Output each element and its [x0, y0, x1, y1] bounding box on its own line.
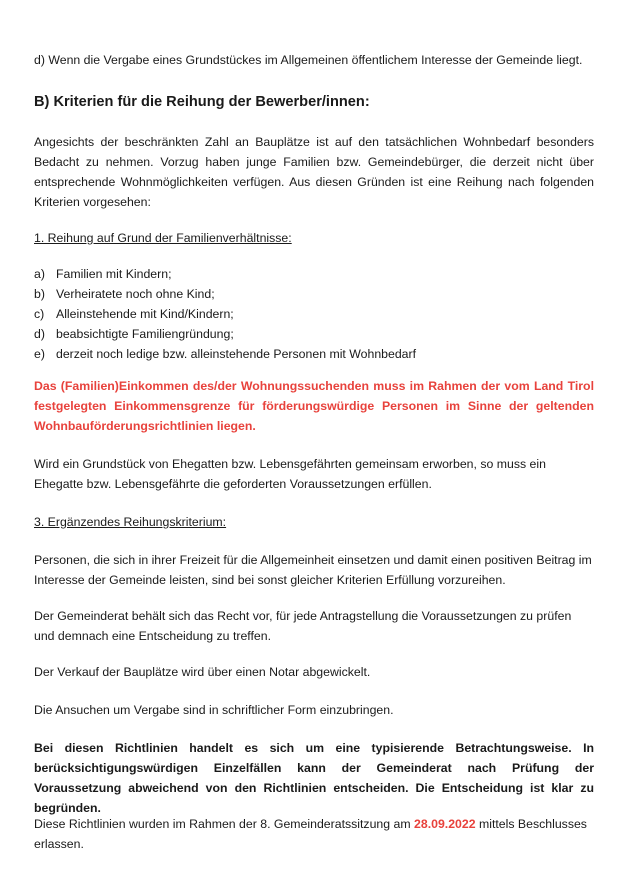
closing-text-after: mittels Beschlusses erlassen. — [34, 817, 587, 851]
meeting-date: 28.09.2022 — [414, 817, 476, 831]
list-marker: d) — [34, 327, 45, 341]
list-item — [34, 324, 594, 344]
written-form-note: Die Ansuchen um Vergabe sind in schriftlicher Form einzubringen. — [34, 703, 394, 717]
list-marker: b) — [34, 287, 45, 301]
spouse-note: Wird ein Grundstück von Ehegatten bzw. Lebensgefährten gemeinsam erworben, so muss ein Ehegatte bzw. Lebensgefährte die geforderten Voraussetzungen erfüllen. — [34, 457, 546, 491]
discretion-note: Bei diesen Richtlinien handelt es sich um eine typisierende Betrachtungsweise. In berücksichtigungswürdigen Einzelfällen kann der Gemeinderat nach Prüfung der Voraussetzung abweichend von den Richtlinien entscheiden. Die Entscheidung ist klar zu begründen. — [34, 741, 594, 815]
list-item-text: Familien mit Kindern; — [56, 267, 172, 281]
list-item — [34, 264, 594, 284]
list-item-text: beabsichtigte Familiengründung; — [56, 327, 234, 341]
closing-text-before: Diese Richtlinien wurden im Rahmen der 8. Gemeinderatssitzung am — [34, 817, 415, 831]
list-item — [34, 344, 594, 364]
income-requirement-note: Das (Familien)Einkommen des/der Wohnungssuchenden muss im Rahmen der vom Land Tirol festgelegten Einkommensgrenze für förderungswürdige Personen im Sinne der geltenden Wohnbauförderungsrichtlinien liegen. — [34, 379, 594, 433]
list-item — [34, 284, 594, 304]
item-d: d) Wenn die Vergabe eines Grundstückes im Allgemeinen öffentlichem Interesse der Gemeinde liegt. — [34, 53, 583, 67]
section-heading-b: B) Kriterien für die Reihung der Bewerber/innen: — [34, 94, 370, 110]
list-marker: e) — [34, 347, 45, 361]
list-item-text: derzeit noch ledige bzw. alleinstehende Personen mit Wohnbedarf — [56, 347, 417, 361]
intro-paragraph: Angesichts der beschränkten Zahl an Bauplätze ist auf den tatsächlichen Wohnbedarf besonders Bedacht zu nehmen. Vorzug haben junge Familien bzw. Gemeindebürger, die derzeit nicht über entsprechende Wohnmöglichkeiten verfügen. Aus diesen Gründen ist eine Reihung nach folgenden Kriterien vorgesehen: — [34, 135, 594, 209]
list-item-text: Alleinstehende mit Kind/Kindern; — [56, 307, 234, 321]
family-criteria-list — [34, 264, 594, 364]
list-marker: c) — [34, 307, 45, 321]
list-item — [34, 304, 594, 324]
section-1-title: 1. Reihung auf Grund der Familienverhältnisse: — [34, 231, 292, 245]
section-3-text: Personen, die sich in ihrer Freizeit für die Allgemeinheit einsetzen und damit einen positiven Beitrag im Interesse der Gemeinde leisten, sind bei sonst gleicher Kriterien Erfüllung vorzureihen. — [34, 553, 592, 587]
notary-note: Der Verkauf der Bauplätze wird über einen Notar abgewickelt. — [34, 665, 371, 679]
section-3-title: 3. Ergänzendes Reihungskriterium: — [34, 515, 227, 529]
closing-paragraph — [34, 814, 594, 854]
council-note: Der Gemeinderat behält sich das Recht vor, für jede Antragstellung die Voraussetzungen zu prüfen und demnach eine Entscheidung zu treffen. — [34, 609, 572, 643]
list-marker: a) — [34, 267, 45, 281]
list-item-text: Verheiratete noch ohne Kind; — [56, 287, 215, 301]
